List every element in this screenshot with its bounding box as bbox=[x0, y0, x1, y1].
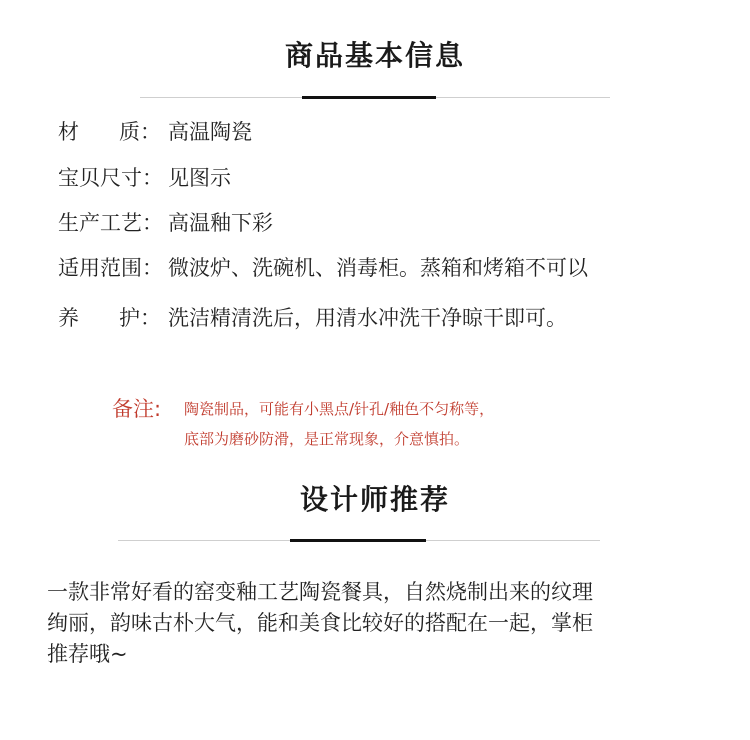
basic-info-divider-thick bbox=[302, 96, 436, 99]
recommend-text-line: 推荐哦~ bbox=[47, 642, 128, 666]
spec-label: 适用范围： bbox=[58, 256, 163, 280]
note-line: 底部为磨砂防滑，是正常现象，介意慎拍。 bbox=[184, 430, 470, 448]
spec-row-process bbox=[58, 209, 273, 237]
spec-value: 见图示 bbox=[168, 166, 231, 190]
note-label: 备注: bbox=[112, 397, 162, 421]
spec-row-size bbox=[58, 164, 231, 192]
spec-value: 高温陶瓷 bbox=[168, 120, 252, 144]
recommend-text-line: 绚丽，韵味古朴大气，能和美食比较好的搭配在一起，掌柜 bbox=[47, 611, 593, 635]
spec-row-care bbox=[58, 304, 567, 332]
spec-row-usage bbox=[58, 254, 588, 282]
spec-row-material bbox=[58, 118, 252, 146]
spec-label: 养 护： bbox=[58, 306, 162, 330]
designer-recommend-divider-thick bbox=[290, 539, 426, 542]
recommend-text-line: 一款非常好看的窑变釉工艺陶瓷餐具，自然烧制出来的纹理 bbox=[47, 580, 593, 604]
spec-label: 材 质： bbox=[58, 120, 162, 144]
basic-info-title: 商品基本信息 bbox=[284, 39, 465, 72]
note-line: 陶瓷制品，可能有小黑点/针孔/釉色不匀称等， bbox=[184, 400, 495, 418]
spec-label: 生产工艺： bbox=[58, 211, 163, 235]
spec-label: 宝贝尺寸： bbox=[58, 166, 163, 190]
designer-recommend-title: 设计师推荐 bbox=[299, 483, 450, 516]
spec-value: 洗洁精清洗后，用清水冲洗干净晾干即可。 bbox=[168, 306, 567, 330]
spec-value: 微波炉、洗碗机、消毒柜。蒸箱和烤箱不可以 bbox=[168, 256, 588, 280]
spec-value: 高温釉下彩 bbox=[168, 211, 273, 235]
